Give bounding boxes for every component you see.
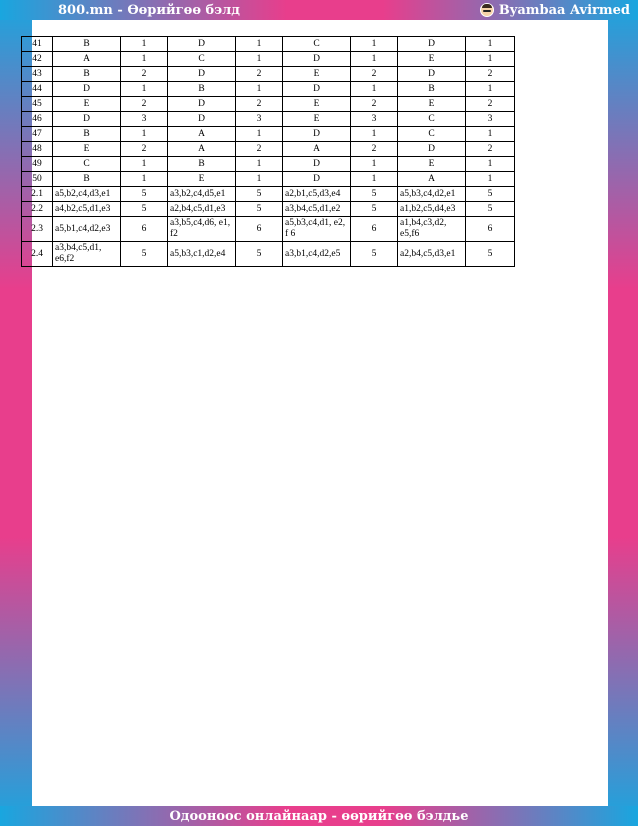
table-cell: 2 xyxy=(466,97,515,112)
table-cell: 1 xyxy=(236,52,283,67)
table-cell: 2.4 xyxy=(22,242,53,267)
table-row xyxy=(22,82,515,97)
table-cell: 48 xyxy=(22,142,53,157)
table-cell: a5,b3,c1,d2,e4 xyxy=(168,242,236,267)
table-cell: 2 xyxy=(236,142,283,157)
table-cell: a3,b1,c4,d2,e5 xyxy=(283,242,351,267)
table-cell: 1 xyxy=(466,37,515,52)
table-cell: 2 xyxy=(351,142,398,157)
table-cell: 46 xyxy=(22,112,53,127)
table-cell: E xyxy=(168,172,236,187)
table-cell: 2.1 xyxy=(22,187,53,202)
table-cell: 5 xyxy=(466,187,515,202)
table-cell: D xyxy=(398,37,466,52)
table-row xyxy=(22,37,515,52)
author-name: Byambaa Avirmed xyxy=(498,2,630,18)
table-cell: C xyxy=(283,37,351,52)
table-cell: A xyxy=(53,52,121,67)
table-cell: B xyxy=(398,82,466,97)
table-cell: 1 xyxy=(121,37,168,52)
table-cell: 1 xyxy=(351,52,398,67)
table-cell: 1 xyxy=(466,127,515,142)
table-cell: D xyxy=(398,142,466,157)
table-cell: C xyxy=(398,112,466,127)
table-cell: a2,b4,c5,d3,e1 xyxy=(398,242,466,267)
table-cell: a5,b2,c4,d3,e1 xyxy=(53,187,121,202)
table-cell: D xyxy=(283,172,351,187)
table-cell: 5 xyxy=(236,242,283,267)
table-cell: 49 xyxy=(22,157,53,172)
table-cell: 2 xyxy=(466,142,515,157)
table-cell: A xyxy=(283,142,351,157)
table-cell: a1,b4,c3,d2, e5,f6 xyxy=(398,217,466,242)
table-cell: a1,b2,c5,d4,e3 xyxy=(398,202,466,217)
table-cell: 5 xyxy=(236,187,283,202)
table-cell: 2 xyxy=(236,97,283,112)
table-cell: 2 xyxy=(121,97,168,112)
table-cell: 1 xyxy=(236,157,283,172)
table-cell: C xyxy=(168,52,236,67)
table-cell: D xyxy=(283,52,351,67)
table-row xyxy=(22,217,515,242)
table-cell: D xyxy=(398,67,466,82)
table-cell: 1 xyxy=(466,157,515,172)
table-cell: 6 xyxy=(351,217,398,242)
table-cell: B xyxy=(168,157,236,172)
table-cell: a3,b4,c5,d1, e6,f2 xyxy=(53,242,121,267)
table-cell: 6 xyxy=(236,217,283,242)
table-row xyxy=(22,187,515,202)
table-cell: 1 xyxy=(121,172,168,187)
table-cell: D xyxy=(168,37,236,52)
table-cell: 1 xyxy=(351,82,398,97)
table-cell: 5 xyxy=(121,202,168,217)
table-cell: 1 xyxy=(351,127,398,142)
table-cell: D xyxy=(168,67,236,82)
table-cell: a4,b2,c5,d1,e3 xyxy=(53,202,121,217)
table-cell: 1 xyxy=(121,127,168,142)
table-cell: 2 xyxy=(236,67,283,82)
table-cell: 3 xyxy=(466,112,515,127)
table-cell: 6 xyxy=(121,217,168,242)
site-title[interactable]: 800.mn - Өөрийгөө бэлд xyxy=(58,2,240,18)
table-cell: 2 xyxy=(466,67,515,82)
table-cell: D xyxy=(168,97,236,112)
table-cell: 1 xyxy=(351,157,398,172)
table-cell: 1 xyxy=(121,82,168,97)
table-cell: a3,b2,c4,d5,e1 xyxy=(168,187,236,202)
table-cell: 41 xyxy=(22,37,53,52)
table-cell: 2 xyxy=(351,67,398,82)
table-cell: E xyxy=(398,97,466,112)
table-cell: D xyxy=(283,127,351,142)
table-cell: 3 xyxy=(351,112,398,127)
table-cell: E xyxy=(398,157,466,172)
table-cell: B xyxy=(53,67,121,82)
table-cell: 1 xyxy=(236,37,283,52)
table-cell: 2.3 xyxy=(22,217,53,242)
table-cell: 44 xyxy=(22,82,53,97)
table-cell: a5,b3,c4,d1, e2, f 6 xyxy=(283,217,351,242)
table-cell: D xyxy=(283,82,351,97)
table-cell: a2,b1,c5,d3,e4 xyxy=(283,187,351,202)
table-cell: a2,b4,c5,d1,e3 xyxy=(168,202,236,217)
table-row xyxy=(22,202,515,217)
table-cell: 1 xyxy=(351,37,398,52)
table-cell: 2 xyxy=(121,67,168,82)
table-cell: 5 xyxy=(466,242,515,267)
table-cell: 5 xyxy=(351,187,398,202)
table-cell: 3 xyxy=(121,112,168,127)
table-cell: D xyxy=(53,82,121,97)
table-body xyxy=(22,37,515,267)
table-cell: 1 xyxy=(466,82,515,97)
table-cell: B xyxy=(168,82,236,97)
table-cell: 1 xyxy=(466,172,515,187)
table-cell: E xyxy=(283,97,351,112)
table-cell: D xyxy=(283,157,351,172)
table-cell: B xyxy=(53,37,121,52)
table-cell: 1 xyxy=(351,172,398,187)
table-row xyxy=(22,52,515,67)
table-row xyxy=(22,67,515,82)
table-cell: 50 xyxy=(22,172,53,187)
table-cell: 3 xyxy=(236,112,283,127)
author-block xyxy=(480,3,630,18)
table-cell: a3,b5,c4,d6, e1, f2 xyxy=(168,217,236,242)
table-cell: 1 xyxy=(121,52,168,67)
table-cell: 5 xyxy=(121,187,168,202)
table-row xyxy=(22,112,515,127)
table-cell: E xyxy=(398,52,466,67)
avatar-icon xyxy=(480,3,494,17)
table-cell: 2 xyxy=(121,142,168,157)
table-cell: C xyxy=(398,127,466,142)
table-cell: D xyxy=(168,112,236,127)
table-row xyxy=(22,157,515,172)
table-cell: E xyxy=(53,142,121,157)
table-cell: D xyxy=(53,112,121,127)
table-cell: 5 xyxy=(351,242,398,267)
table-cell: B xyxy=(53,172,121,187)
table-cell: 43 xyxy=(22,67,53,82)
table-row xyxy=(22,97,515,112)
header-bar xyxy=(0,0,638,20)
table-cell: A xyxy=(398,172,466,187)
table-cell: 5 xyxy=(466,202,515,217)
table-row xyxy=(22,127,515,142)
table-cell: 2.2 xyxy=(22,202,53,217)
table-cell: a3,b4,c5,d1,e2 xyxy=(283,202,351,217)
table-cell: 45 xyxy=(22,97,53,112)
footer-text[interactable]: Одооноос онлайнаар - өөрийгөө бэлдье xyxy=(169,808,469,824)
table-cell: 1 xyxy=(236,172,283,187)
table-row xyxy=(22,242,515,267)
table-cell: E xyxy=(53,97,121,112)
table-cell: 5 xyxy=(351,202,398,217)
table-cell: 1 xyxy=(236,82,283,97)
table-cell: A xyxy=(168,142,236,157)
table-cell: 1 xyxy=(466,52,515,67)
table-cell: 2 xyxy=(351,97,398,112)
table-cell: B xyxy=(53,127,121,142)
footer-bar xyxy=(0,806,638,826)
table-row xyxy=(22,172,515,187)
table-cell: E xyxy=(283,67,351,82)
table-cell: A xyxy=(168,127,236,142)
table-cell: a5,b1,c4,d2,e3 xyxy=(53,217,121,242)
table-cell: 6 xyxy=(466,217,515,242)
table-cell: 5 xyxy=(121,242,168,267)
table-cell: E xyxy=(283,112,351,127)
table-cell: 47 xyxy=(22,127,53,142)
table-cell: 5 xyxy=(236,202,283,217)
table-row xyxy=(22,142,515,157)
table-cell: C xyxy=(53,157,121,172)
answer-key-table xyxy=(21,36,515,267)
table-cell: 1 xyxy=(236,127,283,142)
table-cell: a5,b3,c4,d2,e1 xyxy=(398,187,466,202)
table-cell: 1 xyxy=(121,157,168,172)
table-cell: 42 xyxy=(22,52,53,67)
